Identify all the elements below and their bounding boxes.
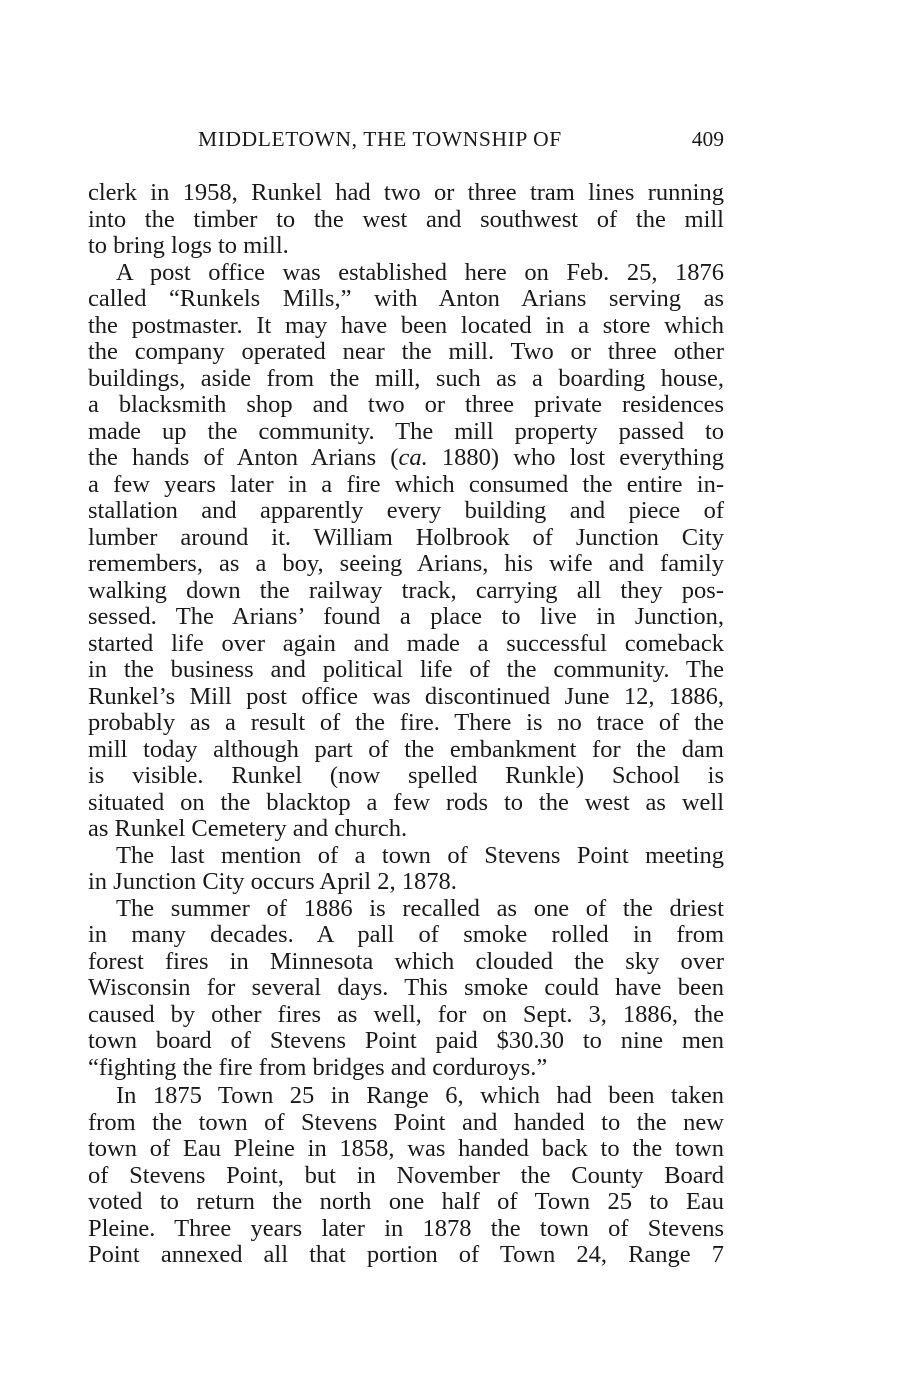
text-line: called “Runkels Mills,” with Anton Arians serving as	[88, 285, 724, 312]
text-line: of Stevens Point, but in November the County Board	[88, 1161, 724, 1189]
paragraph	[88, 1083, 724, 1269]
text-line: in many decades. A pall of smoke rolled in from	[88, 921, 724, 948]
text-line: sessed. The Arians’ found a place to live in Junction,	[88, 603, 724, 630]
text-line: In 1875 Town 25 in Range 6, which had been taken	[116, 1082, 724, 1109]
paragraph	[88, 180, 724, 260]
text-line: the company operated near the mill. Two or three other	[88, 338, 724, 365]
text-line: in Junction City occurs April 2, 1878.	[88, 868, 457, 895]
text-line: started life over again and made a successful comeback	[88, 629, 724, 657]
text-line: as Runkel Cemetery and church.	[88, 815, 408, 842]
text-line: probably as a result of the fire. There is no trace of the	[88, 709, 724, 736]
running-head	[88, 127, 724, 157]
text-line: voted to return the north one half of Town 25 to Eau	[88, 1188, 724, 1215]
text-line: “fighting the fire from bridges and corduroys.”	[88, 1053, 548, 1081]
text-line: stallation and apparently every building and piece of	[88, 497, 724, 524]
text-line: lumber around it. William Holbrook of Junction City	[88, 523, 724, 551]
text-line: Point annexed all that portion of Town 24, Range 7	[88, 1241, 724, 1268]
paragraph	[88, 896, 724, 1082]
body-text	[88, 180, 724, 1269]
text-line: a blacksmith shop and two or three private residences	[88, 391, 724, 418]
paragraph	[88, 843, 724, 896]
paragraph	[88, 260, 724, 843]
text-line: The summer of 1886 is recalled as one of the driest	[116, 894, 724, 922]
text-line: The last mention of a town of Stevens Point meeting	[116, 841, 724, 869]
text-line: the hands of Anton Arians (ca. 1880) who lost everything	[88, 444, 724, 471]
text-line: town of Eau Pleine in 1858, was handed back to the town	[88, 1135, 724, 1162]
text-line: town board of Stevens Point paid $30.30 to nine men	[88, 1027, 724, 1054]
text-line: is visible. Runkel (now spelled Runkle) School is	[88, 762, 724, 789]
text-line: made up the community. The mill property passed to	[88, 417, 724, 445]
text-line: the postmaster. It may have been located in a store which	[88, 311, 724, 339]
running-title: MIDDLETOWN, THE TOWNSHIP OF	[198, 127, 562, 151]
text-line: situated on the blacktop a few rods to the west as well	[88, 788, 724, 816]
page-number: 409	[691, 127, 724, 151]
text-line: from the town of Stevens Point and handed to the new	[88, 1108, 724, 1136]
text-line: mill today although part of the embankment for the dam	[88, 735, 724, 763]
text-line: A post office was established here on Feb. 25, 1876	[116, 258, 724, 286]
text-line: forest fires in Minnesota which clouded the sky over	[88, 947, 724, 975]
text-line: remembers, as a boy, seeing Arians, his wife and family	[88, 550, 724, 577]
text-line: a few years later in a fire which consumed the entire in-	[88, 470, 724, 498]
text-line: caused by other fires as well, for on Sept. 3, 1886, the	[88, 1000, 724, 1028]
text-line: in the business and political life of the community. The	[88, 656, 724, 683]
text-line: Pleine. Three years later in 1878 the town of Stevens	[88, 1214, 724, 1242]
text-line: walking down the railway track, carrying all they pos-	[88, 576, 724, 604]
text-line: into the timber to the west and southwest of the mill	[88, 205, 724, 233]
text-line: Runkel’s Mill post office was discontinued June 12, 1886,	[88, 682, 724, 710]
text-line: buildings, aside from the mill, such as a boarding house,	[88, 364, 724, 392]
text-line: to bring logs to mill.	[88, 232, 289, 259]
italic-abbreviation: ca.	[398, 444, 428, 471]
text-line: clerk in 1958, Runkel had two or three tram lines running	[88, 179, 724, 206]
text-line: Wisconsin for several days. This smoke could have been	[88, 974, 724, 1001]
